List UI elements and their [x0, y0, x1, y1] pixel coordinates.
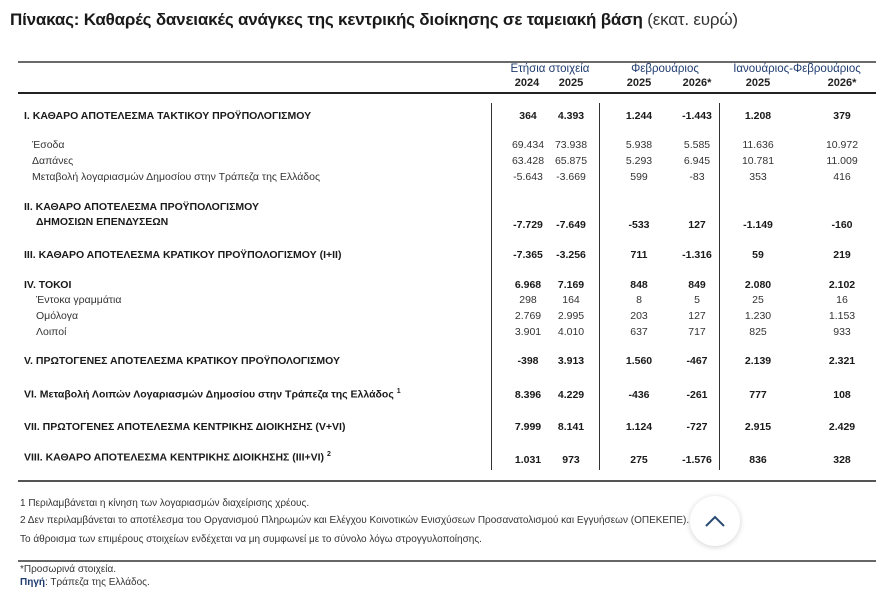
cell: 379: [833, 110, 851, 122]
cell: -398: [517, 355, 539, 367]
cell: 7.169: [557, 279, 585, 291]
cell: 59: [752, 249, 764, 261]
header-year: 2025: [745, 77, 771, 89]
footnote-1: 1 Περιλαμβάνεται η κίνηση των λογαριασμών διαχείρισης χρέους.: [20, 498, 310, 509]
cell: 353: [749, 171, 767, 183]
cell: 6.945: [683, 155, 711, 167]
column-divider: [491, 103, 492, 470]
cell: 203: [630, 310, 648, 322]
header-year: 2025: [626, 77, 652, 89]
cell: -3.669: [556, 171, 586, 183]
cell: 2.139: [744, 355, 772, 367]
cell: 973: [562, 454, 580, 466]
footnote-rule: [18, 560, 876, 562]
cell: 108: [833, 389, 851, 401]
header-year: 2025: [558, 77, 584, 89]
cell: -261: [686, 389, 708, 401]
provisional-note: *Προσωρινά στοιχεία.: [20, 564, 117, 575]
cell: 5: [694, 294, 700, 306]
cell: 11.009: [826, 155, 858, 167]
cell: -436: [628, 389, 650, 401]
cell: -1.443: [682, 110, 712, 122]
header-group-jan-feb: Ιανουάριος-Φεβρουάριος: [733, 63, 861, 75]
cell: 8: [636, 294, 642, 306]
row-label: [24, 388, 401, 401]
cell: 63.428: [511, 155, 545, 167]
cell: 65.875: [554, 155, 588, 167]
chevron-up-icon: [704, 514, 726, 528]
column-divider: [599, 103, 600, 470]
cell: 6.968: [514, 279, 542, 291]
cell: -1.316: [682, 249, 712, 261]
cell: 5.938: [625, 139, 653, 151]
cell: 10.781: [741, 155, 775, 167]
row-label: Μεταβολή λογαριασμών Δημοσίου στην Τράπεζα της Ελλάδος: [32, 171, 321, 183]
cell: -1.149: [743, 219, 773, 231]
cell: -7.365: [513, 249, 543, 261]
cell: -727: [686, 421, 708, 433]
cell: 2.769: [514, 310, 542, 322]
title-main: Πίνακας: Καθαρές δανειακές ανάγκες της κεντρικής διοίκησης σε ταμειακή βάση: [10, 10, 643, 29]
row-label: Λοιποί: [36, 326, 67, 338]
page-title: [10, 10, 738, 30]
cell: 4.010: [557, 326, 585, 338]
row-label: Ομόλογα: [36, 310, 79, 322]
cell: 416: [833, 171, 851, 183]
cell: -83: [689, 171, 705, 183]
row-label: Έσοδα: [32, 139, 65, 151]
header-group-annual: Ετήσια στοιχεία: [510, 63, 590, 75]
row-label: Δαπάνες: [32, 155, 74, 167]
footnote-marker: 1: [396, 388, 401, 395]
cell: 364: [519, 110, 537, 122]
header-group-february: Φεβρουάριος: [631, 63, 699, 75]
cell: 4.393: [557, 110, 585, 122]
cell: 1.230: [744, 310, 772, 322]
cell: 5.293: [625, 155, 653, 167]
header-year: 2024: [514, 77, 540, 89]
row-label-text: VI. Μεταβολή Λοιπών Λογαριασμών Δημοσίου στην Τράπεζα της Ελλάδος: [24, 388, 394, 401]
cell: -1.576: [682, 454, 712, 466]
cell: 8.141: [557, 421, 585, 433]
cell: 16: [836, 294, 848, 306]
cell: -160: [831, 219, 853, 231]
row-label-text: VIII. ΚΑΘΑΡΟ ΑΠΟΤΕΛΕΣΜΑ ΚΕΝΤΡΙΚΗΣ ΔΙΟΙΚΗΣΗΣ (III+VI): [24, 451, 325, 464]
cell: 777: [749, 389, 767, 401]
cell: 1.153: [828, 310, 856, 322]
cell: 1.208: [744, 110, 772, 122]
cell: 69.434: [511, 139, 545, 151]
cell: 328: [833, 454, 851, 466]
header-year: 2026*: [682, 77, 712, 89]
cell: 10.972: [825, 139, 859, 151]
row-label: III. ΚΑΘΑΡΟ ΑΠΟΤΕΛΕΣΜΑ ΚΡΑΤΙΚΟΥ ΠΡΟΫΠΟΛΟΓΙΣΜΟΥ (I+II): [24, 249, 342, 261]
cell: 2.102: [828, 279, 856, 291]
row-label-continued: ΔΗΜΟΣΙΩΝ ΕΠΕΝΔΥΣΕΩΝ: [36, 216, 169, 228]
cell: 2.321: [828, 355, 856, 367]
cell: 5.585: [683, 139, 711, 151]
cell: 933: [833, 326, 851, 338]
header-year: 2026*: [827, 77, 857, 89]
cell: 127: [688, 310, 706, 322]
cell: 717: [688, 326, 706, 338]
cell: 3.901: [514, 326, 542, 338]
cell: 848: [630, 279, 648, 291]
cell: -7.729: [513, 219, 543, 231]
cell: 1.124: [625, 421, 653, 433]
row-label: [24, 451, 331, 464]
cell: -533: [628, 219, 650, 231]
row-label: Έντοκα γραμμάτια: [36, 294, 122, 306]
cell: -5.643: [513, 171, 543, 183]
cell: 2.080: [744, 279, 772, 291]
cell: -467: [686, 355, 708, 367]
header-rule: [18, 92, 876, 94]
cell: 599: [630, 171, 648, 183]
row-label: IV. ΤΟΚΟΙ: [24, 279, 72, 291]
title-unit: (εκατ. ευρώ): [647, 10, 738, 29]
scroll-to-top-button[interactable]: [690, 496, 740, 546]
cell: 2.915: [744, 421, 772, 433]
row-label: I. ΚΑΘΑΡΟ ΑΠΟΤΕΛΕΣΜΑ ΤΑΚΤΙΚΟΥ ΠΡΟΫΠΟΛΟΓΙΣΜΟΥ: [24, 110, 312, 122]
cell: 836: [749, 454, 767, 466]
cell: 2.429: [828, 421, 856, 433]
cell: 11.636: [742, 139, 774, 151]
cell: 127: [688, 219, 706, 231]
cell: -7.649: [556, 219, 586, 231]
row-label: V. ΠΡΩΤΟΓΕΝΕΣ ΑΠΟΤΕΛΕΣΜΑ ΚΡΑΤΙΚΟΥ ΠΡΟΫΠΟΛΟΓΙΣΜΟΥ: [24, 355, 341, 367]
cell: 4.229: [557, 389, 585, 401]
footnote-marker: 2: [326, 451, 331, 458]
cell: 711: [630, 249, 648, 261]
cell: 637: [630, 326, 648, 338]
cell: 164: [562, 294, 580, 306]
cell: -3.256: [556, 249, 586, 261]
cell: 298: [519, 294, 537, 306]
cell: 2.995: [557, 310, 585, 322]
row-label: VII. ΠΡΩΤΟΓΕΝΕΣ ΑΠΟΤΕΛΕΣΜΑ ΚΕΝΤΡΙΚΗΣ ΔΙΟΙΚΗΣΗΣ (V+VI): [24, 421, 346, 433]
cell: 275: [630, 454, 648, 466]
cell: 1.244: [625, 110, 653, 122]
source-note: [20, 577, 150, 588]
rounding-note: Το άθροισμα των επιμέρους στοιχείων ενδέχεται να μη συμφωνεί με το σύνολο λόγω στρογγυλοποίησης.: [20, 534, 482, 545]
table-bottom-rule: [18, 480, 876, 482]
cell: 825: [749, 326, 767, 338]
cell: 3.913: [557, 355, 585, 367]
cell: 25: [752, 294, 764, 306]
cell: 849: [688, 279, 706, 291]
cell: 8.396: [514, 389, 542, 401]
source-text: : Τράπεζα της Ελλάδος.: [45, 577, 150, 588]
cell: 1.031: [514, 454, 542, 466]
footnote-2: 2 Δεν περιλαμβάνεται το αποτέλεσμα του Οργανισμού Πληρωμών και Ελέγχου Κοινοτικών Ενισχύσεων Προσανατολισμού και Εγγυήσεων (ΟΠΕΚΕΠΕ).: [20, 515, 690, 526]
cell: 7.999: [514, 421, 542, 433]
source-label: Πηγή: [20, 577, 45, 588]
cell: 219: [833, 249, 851, 261]
row-label: II. ΚΑΘΑΡΟ ΑΠΟΤΕΛΕΣΜΑ ΠΡΟΫΠΟΛΟΓΙΣΜΟΥ: [24, 201, 259, 213]
cell: 1.560: [625, 355, 653, 367]
cell: 73.938: [554, 139, 588, 151]
